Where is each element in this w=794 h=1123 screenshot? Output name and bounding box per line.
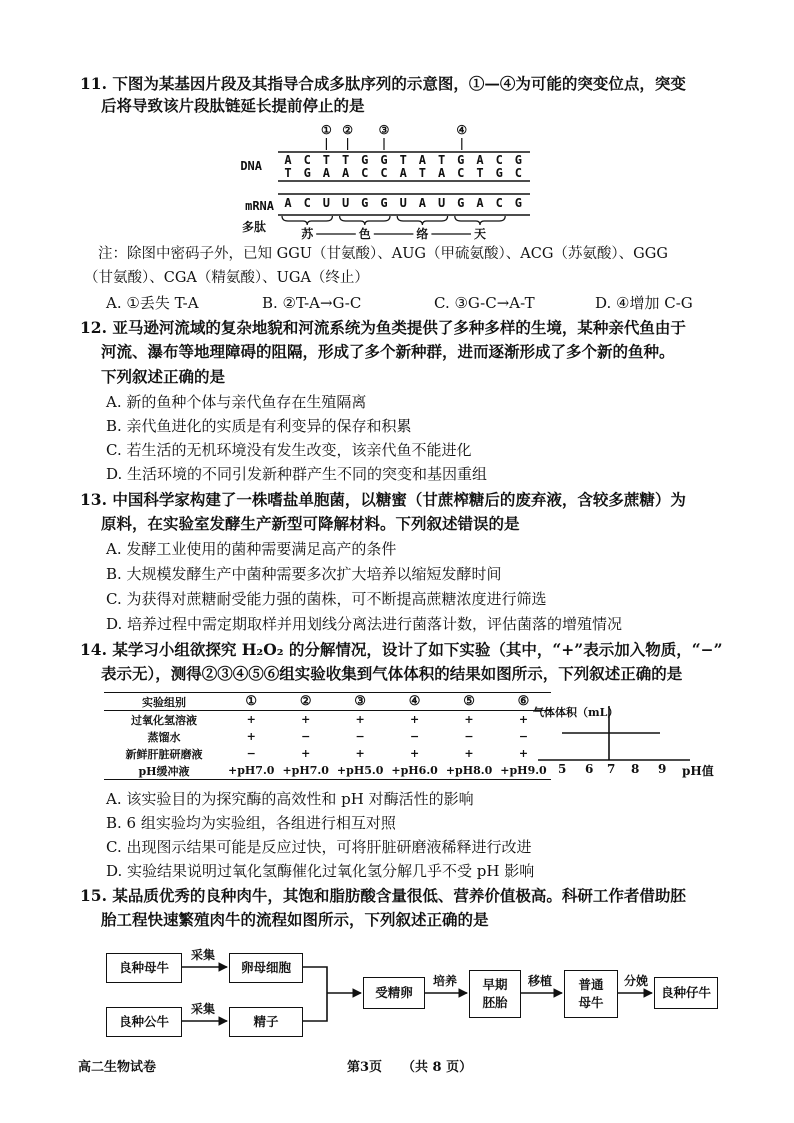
- table-cell: −: [518, 730, 529, 743]
- q12-option-b[interactable]: B. 亲代鱼进化的实质是有利变异的保存和积累: [106, 417, 412, 435]
- table-cell: 过氧化氢溶液: [131, 713, 197, 727]
- table-cell: −: [301, 730, 311, 743]
- graph-x-tick: 8: [631, 762, 640, 776]
- dna-coding-base: G: [380, 153, 388, 167]
- q14-option-c[interactable]: C. 出现图示结果可能是反应过快，可将肝脏研磨液稀释进行改进: [106, 838, 532, 856]
- flow-transplant-label: 移植: [528, 974, 553, 988]
- mrna-base: U: [322, 196, 331, 210]
- flow-recipient-cow-box: [564, 970, 618, 1018]
- mrna-base: G: [361, 196, 369, 210]
- table-header-cell: 实验组别: [104, 693, 224, 711]
- table-header-cell: ⑥: [496, 693, 550, 711]
- flow-culture-label: 培养: [433, 974, 458, 988]
- mrna-base: G: [457, 196, 465, 210]
- mutation-site-marker: ④: [456, 123, 468, 137]
- q14-option-a[interactable]: A. 该实验目的为探究酶的高效性和 pH 对酶活性的影响: [106, 790, 474, 808]
- q11-note-line1: 注：除图中密码子外，已知 GGU（甘氨酸）、AUG（甲硫氨酸）、ACG（苏氨酸）、GGG: [98, 246, 668, 262]
- table-cell: +: [246, 730, 256, 743]
- flow-early-embryo-line2: 胚胎: [482, 995, 508, 1010]
- mrna-base: U: [437, 196, 446, 210]
- graph-x-tick: 7: [607, 762, 616, 776]
- table-cell: +: [464, 713, 474, 726]
- table-cell: +: [355, 713, 365, 726]
- mrna-base: C: [303, 196, 311, 210]
- table-header-cell: ③: [333, 693, 387, 711]
- peptide-label: 多肽: [241, 220, 266, 234]
- flow-recipient-line1: 普通: [578, 977, 604, 992]
- footer-page-total: （共 8 页）: [402, 1060, 473, 1075]
- dna-coding-base: A: [418, 153, 427, 167]
- dna-coding-base: G: [514, 153, 523, 167]
- table-cell: 新鲜肝脏研磨液: [125, 747, 203, 761]
- q11-note-line2: （甘氨酸）、CGA（精氨酸）、UGA（终止）: [84, 270, 369, 286]
- peptide-residue: 色: [358, 227, 371, 241]
- mrna-base: A: [476, 196, 484, 210]
- table-cell: −: [355, 730, 365, 743]
- dna-template-base: A: [399, 166, 407, 180]
- flow-zygote-box: 受精卵: [363, 977, 425, 1009]
- dna-coding-base: T: [399, 153, 407, 167]
- q13-option-d[interactable]: D. 培养过程中需定期取样并用划线分离法进行菌落计数，评估菌落的增殖情况: [106, 615, 623, 633]
- dna-template-base: T: [418, 166, 427, 180]
- dna-coding-base: G: [457, 153, 465, 167]
- flow-sperm-box: 精子: [229, 1007, 303, 1037]
- dna-coding-base: A: [284, 153, 292, 167]
- table-cell: +: [355, 747, 365, 760]
- peptide-residue: 络: [416, 227, 429, 241]
- table-cell: +pH5.0: [333, 762, 387, 780]
- graph-x-tick: 9: [658, 762, 667, 776]
- q13-option-a[interactable]: A. 发酵工业使用的菌种需要满足高产的条件: [106, 540, 397, 558]
- q12-stem-line1: 12. 亚马逊河流域的复杂地貌和河流系统为鱼类提供了多种多样的生境，某种亲代鱼由于: [80, 318, 686, 337]
- table-cell: +pH7.0: [278, 762, 332, 780]
- dna-template-base: A: [322, 166, 331, 180]
- q11-option-c[interactable]: C. ③G-C→A-T: [434, 294, 535, 312]
- q13-stem-line2: 原料，在实验室发酵生产新型可降解材料。下列叙述错误的是: [101, 514, 520, 533]
- flow-oocyte-box: 卵母细胞: [229, 953, 303, 983]
- mutation-site-marker: ①: [321, 123, 332, 137]
- table-cell: +: [409, 747, 420, 760]
- flow-delivery-label: 分娩: [624, 974, 649, 988]
- dna-template-base: C: [514, 166, 523, 180]
- dna-template-base: G: [495, 166, 503, 180]
- dna-coding-base: C: [495, 153, 503, 167]
- dna-coding-base: G: [361, 153, 369, 167]
- table-header-cell: ⑤: [442, 693, 496, 711]
- table-cell: +pH8.0: [442, 762, 496, 780]
- mrna-base: G: [514, 196, 523, 210]
- table-cell: +pH6.0: [387, 762, 441, 780]
- mrna-base: C: [495, 196, 503, 210]
- q11-option-a[interactable]: A. ①丢失 T-A: [106, 294, 199, 312]
- table-cell: +: [301, 713, 311, 726]
- dna-template-base: A: [341, 166, 350, 180]
- footer-page-number: 第3页: [347, 1060, 383, 1075]
- q13-option-b[interactable]: B. 大规模发酵生产中菌种需要多次扩大培养以缩短发酵时间: [106, 565, 502, 583]
- footer-exam-title: 高二生物试卷: [78, 1060, 157, 1075]
- dna-template-base: A: [437, 166, 446, 180]
- table-cell: +: [409, 713, 420, 726]
- mrna-base: U: [399, 196, 407, 210]
- table-header-cell: ④: [387, 693, 441, 711]
- mutation-site-marker: ③: [378, 123, 390, 137]
- mrna-base: G: [380, 196, 388, 210]
- table-cell: +: [301, 747, 311, 760]
- flow-male-cow-box: 良种公牛: [106, 1007, 182, 1037]
- q14-option-b[interactable]: B. 6 组实验均为实验组，各组进行相互对照: [106, 814, 396, 832]
- mrna-label: mRNA: [245, 199, 274, 213]
- table-cell: pH缓冲液: [104, 762, 224, 780]
- q12-stem-line2: 河流、瀑布等地理障碍的阻隔，形成了多个新种群，进而逐渐形成了多个新的鱼种。: [101, 342, 675, 361]
- table-header-cell: ②: [278, 693, 332, 711]
- mrna-base: U: [341, 196, 350, 210]
- flow-female-cow-box: 良种母牛: [106, 953, 182, 983]
- dna-coding-base: C: [303, 153, 311, 167]
- table-cell: −: [246, 747, 256, 760]
- dna-coding-base: A: [476, 153, 484, 167]
- dna-template-base: C: [361, 166, 369, 180]
- table-cell: −: [409, 730, 420, 743]
- table-cell: +: [464, 747, 474, 760]
- arrow-join-bracket: [302, 967, 327, 1021]
- q11-stem-line2: 后将导致该片段肽链延长提前停止的是: [101, 96, 365, 115]
- flow-calf-box: 良种仔牛: [654, 977, 718, 1009]
- dna-template-base: T: [284, 166, 292, 180]
- q15-stem-line1: 15. 某品质优秀的良种肉牛，其饱和脂肪酸含量很低、营养价值极高。科研工作者借助胚: [80, 886, 686, 905]
- table-cell: +pH9.0: [496, 762, 550, 780]
- table-cell: 蒸馏水: [147, 730, 181, 744]
- flow-collect-label: 采集: [191, 1002, 216, 1016]
- q11-option-b[interactable]: B. ②T-A→G-C: [262, 294, 362, 312]
- peptide-residue: 天: [473, 227, 487, 241]
- q14-stem-line2: 表示无），测得②③④⑤⑥组实验收集到气体体积的结果如图所示，下列叙述正确的是: [101, 664, 683, 683]
- mutation-site-marker: ②: [342, 123, 353, 137]
- dna-template-base: T: [476, 166, 484, 180]
- q12-option-a[interactable]: A. 新的鱼种个体与亲代鱼存在生殖隔离: [106, 393, 367, 411]
- peptide-residue: 苏: [301, 227, 314, 241]
- graph-x-label: pH值: [682, 764, 714, 778]
- dna-label: DNA: [240, 159, 262, 173]
- table-cell: +: [518, 747, 529, 760]
- flow-early-embryo-box: [469, 970, 521, 1018]
- q14-stem-line1: 14. 某学习小组欲探究 H₂O₂ 的分解情况，设计了如下实验（其中，“+”表示加入物质，“−”: [80, 640, 723, 659]
- q12-option-c[interactable]: C. 若生活的无机环境没有发生改变，该亲代鱼不能进化: [106, 441, 472, 459]
- flow-early-embryo-line1: 早期: [482, 977, 508, 992]
- q14-graph-y-label: 气体体积（mL）: [533, 706, 619, 719]
- dna-template-base: C: [457, 166, 465, 180]
- q12-stem-line3: 下列叙述正确的是: [101, 367, 226, 386]
- q11-stem-line1: 11. 下图为某基因片段及其指导合成多肽序列的示意图，①—④为可能的突变位点，突变: [80, 74, 686, 93]
- flow-collect-label: 采集: [191, 948, 216, 962]
- flow-recipient-line2: 母牛: [578, 995, 604, 1010]
- table-header-cell: ①: [224, 693, 278, 711]
- dna-coding-base: T: [322, 153, 331, 167]
- graph-x-tick: 5: [558, 762, 567, 776]
- table-cell: +: [246, 713, 256, 726]
- dna-coding-base: T: [437, 153, 446, 167]
- dna-coding-base: T: [341, 153, 350, 167]
- q15-stem-line2: 胎工程快速繁殖肉牛的流程如图所示，下列叙述正确的是: [101, 910, 489, 929]
- dna-template-base: C: [380, 166, 388, 180]
- graph-x-tick: 6: [585, 762, 594, 776]
- mrna-base: A: [418, 196, 427, 210]
- table-cell: −: [464, 730, 474, 743]
- q11-option-d[interactable]: D. ④增加 C-G: [595, 294, 693, 312]
- table-cell: +: [518, 713, 529, 726]
- q14-option-d[interactable]: D. 实验结果说明过氧化氢酶催化过氧化氢分解几乎不受 pH 影响: [106, 862, 535, 880]
- q12-option-d[interactable]: D. 生活环境的不同引发新种群产生不同的突变和基因重组: [106, 465, 488, 483]
- q13-option-c[interactable]: C. 为获得对蔗糖耐受能力强的菌株，可不断提高蔗糖浓度进行筛选: [106, 590, 547, 608]
- q13-stem-line1: 13. 中国科学家构建了一株嗜盐单胞菌，以糖蜜（甘蔗榨糖后的废弃液，含较多蔗糖）为: [80, 490, 686, 509]
- table-cell: +pH7.0: [224, 762, 278, 780]
- mrna-base: A: [284, 196, 292, 210]
- dna-template-base: G: [303, 166, 311, 180]
